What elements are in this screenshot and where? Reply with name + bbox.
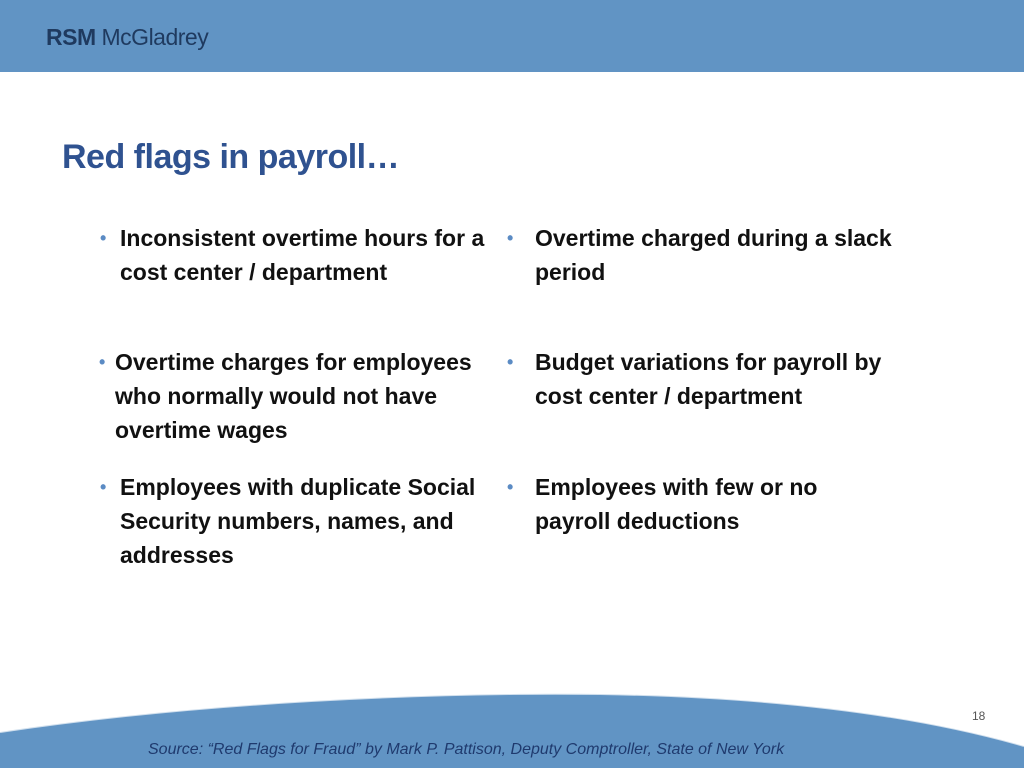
source-citation: Source: “Red Flags for Fraud” by Mark P. Pattison, Deputy Comptroller, State of New York (148, 741, 785, 758)
slide-title: Red flags in payroll… (62, 138, 400, 176)
bullet-dot: • (100, 228, 107, 248)
bullet-text: Budget variations for payroll by cost center / department (535, 349, 882, 409)
bullet-right-2 (507, 345, 910, 413)
logo-rsm-text: RSM (46, 24, 96, 50)
bullet-left-3 (100, 470, 490, 572)
bullet-left-1 (100, 221, 490, 289)
bullet-dot: • (100, 477, 107, 497)
bullet-text: Overtime charged during a slack period (535, 225, 892, 285)
bullet-left-2 (99, 345, 490, 447)
bullet-text: Inconsistent overtime hours for a cost center / department (120, 225, 485, 285)
bullet-dot: • (507, 352, 514, 372)
page-number: 18 (972, 709, 986, 723)
rsm-mcgladrey-logo (46, 24, 208, 54)
bullet-text: Employees with few or no payroll deductions (535, 474, 818, 534)
bullet-text: Overtime charges for employees who normally would not have overtime wages (115, 349, 472, 443)
bullet-text: Employees with duplicate Social Security numbers, names, and addresses (120, 474, 476, 568)
logo-mcgladrey-text: McGladrey (101, 24, 209, 50)
bullet-dot: • (507, 228, 514, 248)
bullet-right-1 (507, 221, 910, 289)
bullet-dot: • (99, 352, 106, 372)
bullet-dot: • (507, 477, 514, 497)
bullet-right-3 (507, 470, 835, 538)
